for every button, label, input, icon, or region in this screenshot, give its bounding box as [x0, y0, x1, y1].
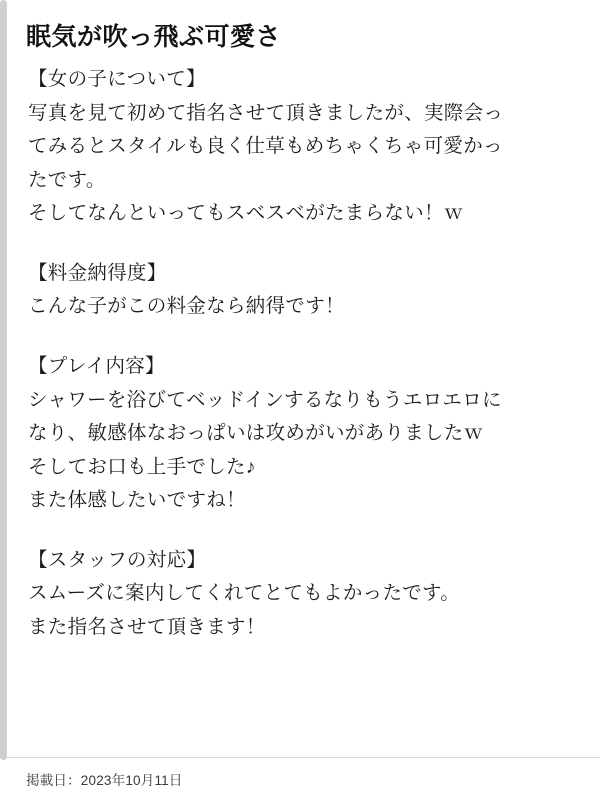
section-heading-play: 【プレイ内容】: [28, 354, 165, 377]
footer-bar: [0, 757, 600, 800]
section-line: そしてお口も上手でした♪: [28, 455, 256, 478]
scrollbar-thumb[interactable]: [0, 0, 7, 760]
section-line: シャワーを浴びてベッドインするなりもうエロエロに: [28, 388, 502, 411]
section-line: なり、敏感体なおっぱいは攻めがいがありましたｗ: [28, 422, 484, 445]
section-heading-staff: 【スタッフの対応】: [28, 548, 207, 571]
section-line: スムーズに案内してくれてとてもよかったです。: [28, 582, 461, 605]
section-line: また指名させて頂きます！: [28, 615, 266, 638]
page-title: 眠気が吹っ飛ぶ可愛さ: [26, 23, 282, 51]
section-line: また体感したいですね！: [28, 489, 246, 512]
section-line: そしてなんといってもスベスベがたまらない！ｗ: [28, 202, 464, 225]
scrollbar[interactable]: [0, 0, 7, 800]
section-line: 写真を見て初めて指名させて頂きましたが、実際会っ: [28, 101, 504, 124]
section-line: てみるとスタイルも良く仕草もめちゃくちゃ可愛かっ: [28, 135, 503, 158]
section-heading-price: 【料金納得度】: [28, 261, 167, 284]
section-heading-girl: 【女の子について】: [28, 68, 206, 91]
section-line: たです。: [28, 168, 106, 191]
review-body: [26, 63, 574, 800]
section-line: こんな子がこの料金なら納得です！: [28, 295, 345, 318]
posted-date: 掲載日：2023年10月11日: [26, 773, 183, 788]
